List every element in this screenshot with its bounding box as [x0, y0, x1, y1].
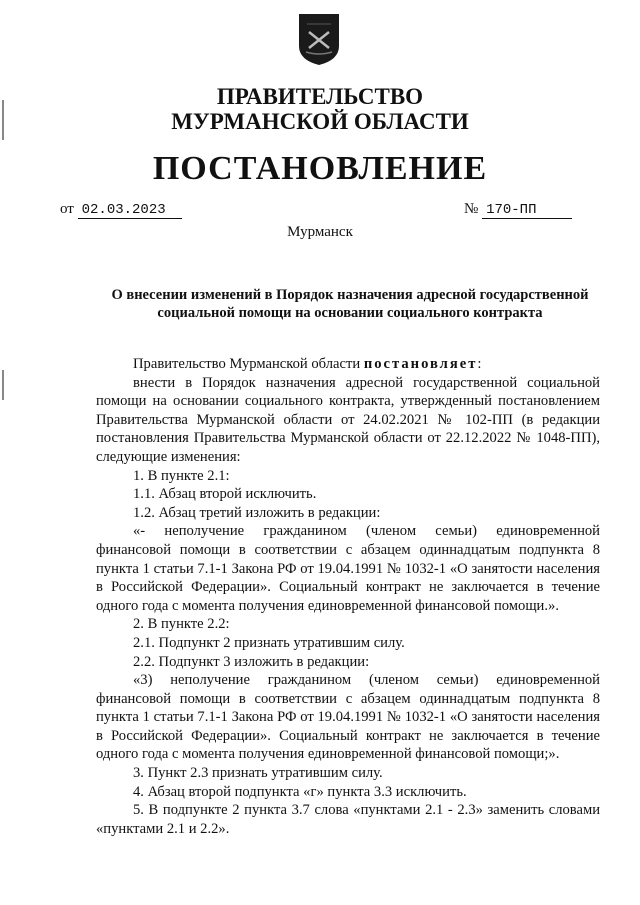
- title-line1: О внесении изменений в Порядок назначения адресной государственной: [111, 287, 589, 303]
- body-paragraph: внести в Порядок назначения адресной государственной социальной помощи на основании социального контракта, утвержденный постановлением Правительства Мурманской области от 24.02.2021 № 102-ПП (в редакции постановления Правительства Мурманской области от 22.12.2022 № 1048-ПП), следующие изменения:: [96, 374, 600, 465]
- document-type-title: ПОСТАНОВЛЕНИЕ: [152, 150, 488, 187]
- body-paragraph: 2. В пункте 2.2:: [133, 616, 230, 633]
- body-paragraph: 3. Пункт 2.3 признать утратившим силу.: [133, 765, 383, 782]
- number-prefix: №: [464, 201, 479, 217]
- coat-of-arms-icon: [297, 12, 341, 66]
- document-body: [96, 355, 600, 838]
- body-paragraph: 1.1. Абзац второй исключить.: [133, 486, 317, 503]
- org-name-line2: МУРМАНСКОЙ ОБЛАСТИ: [171, 109, 469, 134]
- body-paragraph: 1.2. Абзац третий изложить в редакции:: [133, 504, 381, 521]
- body-paragraph: 2.2. Подпункт 3 изложить в редакции:: [133, 653, 370, 670]
- intro-paragraph: [96, 355, 600, 374]
- date-field: [60, 201, 182, 219]
- body-paragraph: «3) неполучение гражданином (членом семьи) единовременной финансовой помощи в соответствии с абзацем одиннадцатым подпункта 8 пункта 1 статьи 7.1-1 Закона РФ от 19.04.1991 № 1032-1 «О занятости населения в Российской Федерации». Социальный контракт не заключается в течение одного года с момента получения единовременной финансовой помощи;».: [96, 672, 600, 763]
- intro-decree-word: постановляет: [363, 356, 478, 372]
- scan-margin-mark: [2, 370, 4, 400]
- city-name: Мурманск: [287, 224, 353, 240]
- number-field: [464, 201, 572, 219]
- date-prefix: от: [60, 201, 74, 217]
- org-name-line1: ПРАВИТЕЛЬСТВО: [216, 84, 424, 109]
- document-date: 02.03.2023: [78, 202, 182, 219]
- body-paragraph: «- неполучение гражданином (членом семьи) единовременной финансовой помощи в соответствии с абзацем одиннадцатым подпункта 8 пункта 1 статьи 7.1-1 Закона РФ от 19.04.1991 № 1032-1 «О занятости населения в Российской Федерации». Социальный контракт не заключается в течение одного года с момента получения единовременной финансовой помощи.».: [96, 523, 600, 614]
- document-number: 170-ПП: [482, 202, 572, 219]
- body-paragraph: 2.1. Подпункт 2 признать утратившим силу.: [133, 634, 405, 651]
- body-paragraph: 5. В подпункте 2 пункта 3.7 слова «пунктами 2.1 - 2.3» заменить словами «пунктами 2.1 и 2.2».: [96, 802, 600, 837]
- body-paragraph: 4. Абзац второй подпункта «г» пункта 3.3 исключить.: [133, 783, 467, 800]
- intro-colon: :: [477, 356, 482, 372]
- title-line2: социальной помощи на основании социального контракта: [157, 305, 543, 321]
- intro-text: Правительство Мурманской области: [133, 356, 364, 372]
- document-title: [90, 286, 610, 322]
- body-paragraph: 1. В пункте 2.1:: [133, 467, 230, 484]
